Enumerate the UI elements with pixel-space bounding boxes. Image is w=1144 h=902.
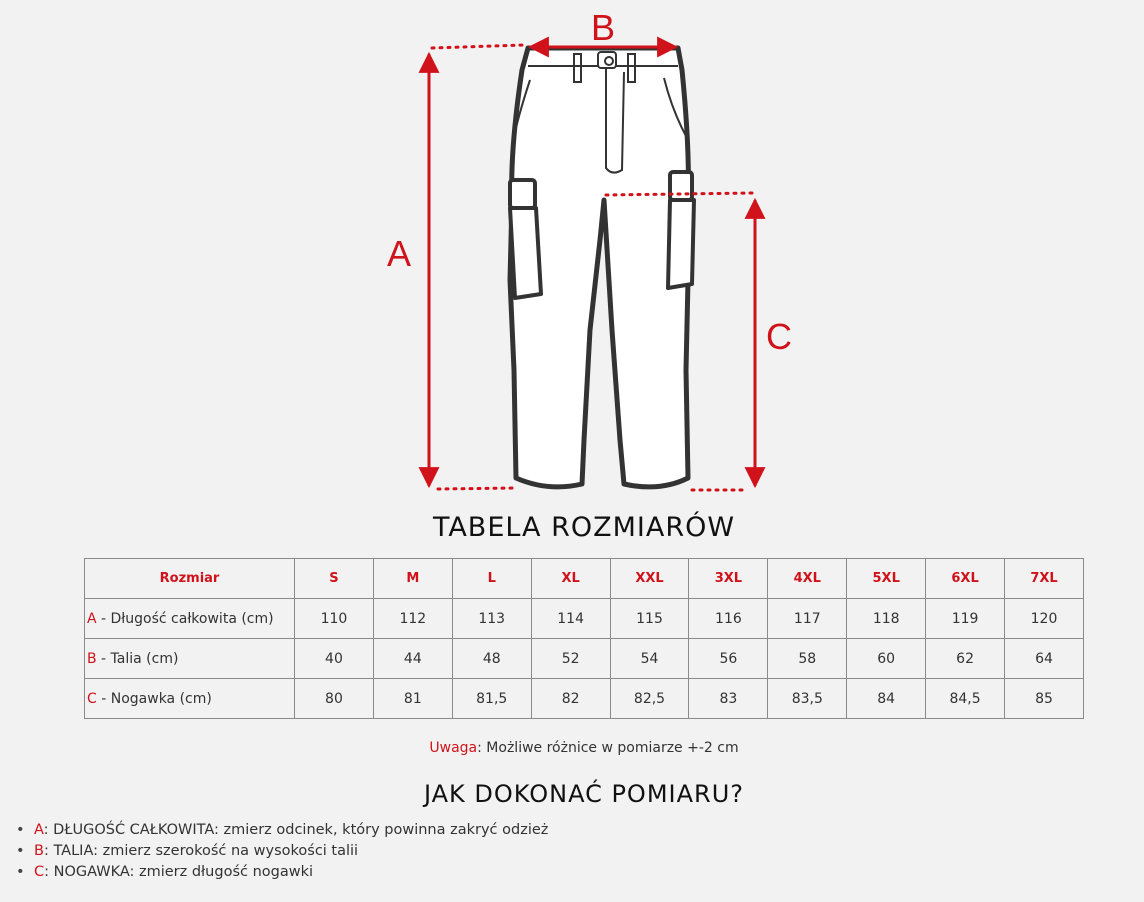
table-cell: 40 [295,639,374,679]
table-cell: 110 [295,599,374,639]
header-size: M [373,559,452,599]
table-cell: 81 [373,679,452,719]
table-cell: 60 [847,639,926,679]
table-cell: 48 [452,639,531,679]
table-cell: 84 [847,679,926,719]
table-cell: 62 [926,639,1005,679]
row-label: A - Długość całkowita (cm) [85,599,295,639]
table-cell: 64 [1005,639,1084,679]
table-cell: 82,5 [610,679,689,719]
header-size: 3XL [689,559,768,599]
measurement-note [0,740,1144,756]
table-cell: 116 [689,599,768,639]
header-size-label: Rozmiar [85,559,295,599]
table-row [85,679,1084,719]
label-c: C [766,316,792,357]
list-item: • C: NOGAWKA: zmierz długość nogawki [16,862,548,883]
size-table-title: TABELA ROZMIARÓW [432,512,736,543]
table-cell: 85 [1005,679,1084,719]
header-size: XXL [610,559,689,599]
size-table [84,558,1084,719]
header-size: 4XL [768,559,847,599]
label-b: B [590,7,616,48]
table-cell: 117 [768,599,847,639]
table-cell: 56 [689,639,768,679]
table-cell: 83 [689,679,768,719]
bullet-icon: • [16,822,25,838]
table-cell: 44 [373,639,452,679]
table-row [85,599,1084,639]
header-size: S [295,559,374,599]
header-size: XL [531,559,610,599]
table-cell: 114 [531,599,610,639]
list-item: • B: TALIA: zmierz szerokość na wysokości talii [16,841,548,862]
bullet-icon: • [16,843,25,859]
row-label: C - Nogawka (cm) [85,679,295,719]
table-cell: 112 [373,599,452,639]
list-item: • A: DŁUGOŚĆ CAŁKOWITA: zmierz odcinek, który powinna zakryć odzież [16,820,548,841]
header-size: L [452,559,531,599]
table-cell: 118 [847,599,926,639]
row-label: B - Talia (cm) [85,639,295,679]
table-cell: 80 [295,679,374,719]
note-label: Uwaga [429,740,478,756]
header-size: 6XL [926,559,1005,599]
table-cell: 58 [768,639,847,679]
howto-title: JAK DOKONAĆ POMIARU? [423,780,744,808]
label-a: A [386,233,412,274]
header-size: 5XL [847,559,926,599]
table-cell: 84,5 [926,679,1005,719]
table-cell: 54 [610,639,689,679]
bullet-icon: • [16,864,25,880]
table-cell: 113 [452,599,531,639]
table-cell: 119 [926,599,1005,639]
howto-list [16,820,548,883]
table-cell: 83,5 [768,679,847,719]
header-size: 7XL [1005,559,1084,599]
table-cell: 120 [1005,599,1084,639]
table-row [85,639,1084,679]
table-cell: 52 [531,639,610,679]
table-cell: 82 [531,679,610,719]
table-cell: 81,5 [452,679,531,719]
table-header-row [85,559,1084,599]
note-text: : Możliwe różnice w pomiarze +-2 cm [477,740,739,756]
table-cell: 115 [610,599,689,639]
